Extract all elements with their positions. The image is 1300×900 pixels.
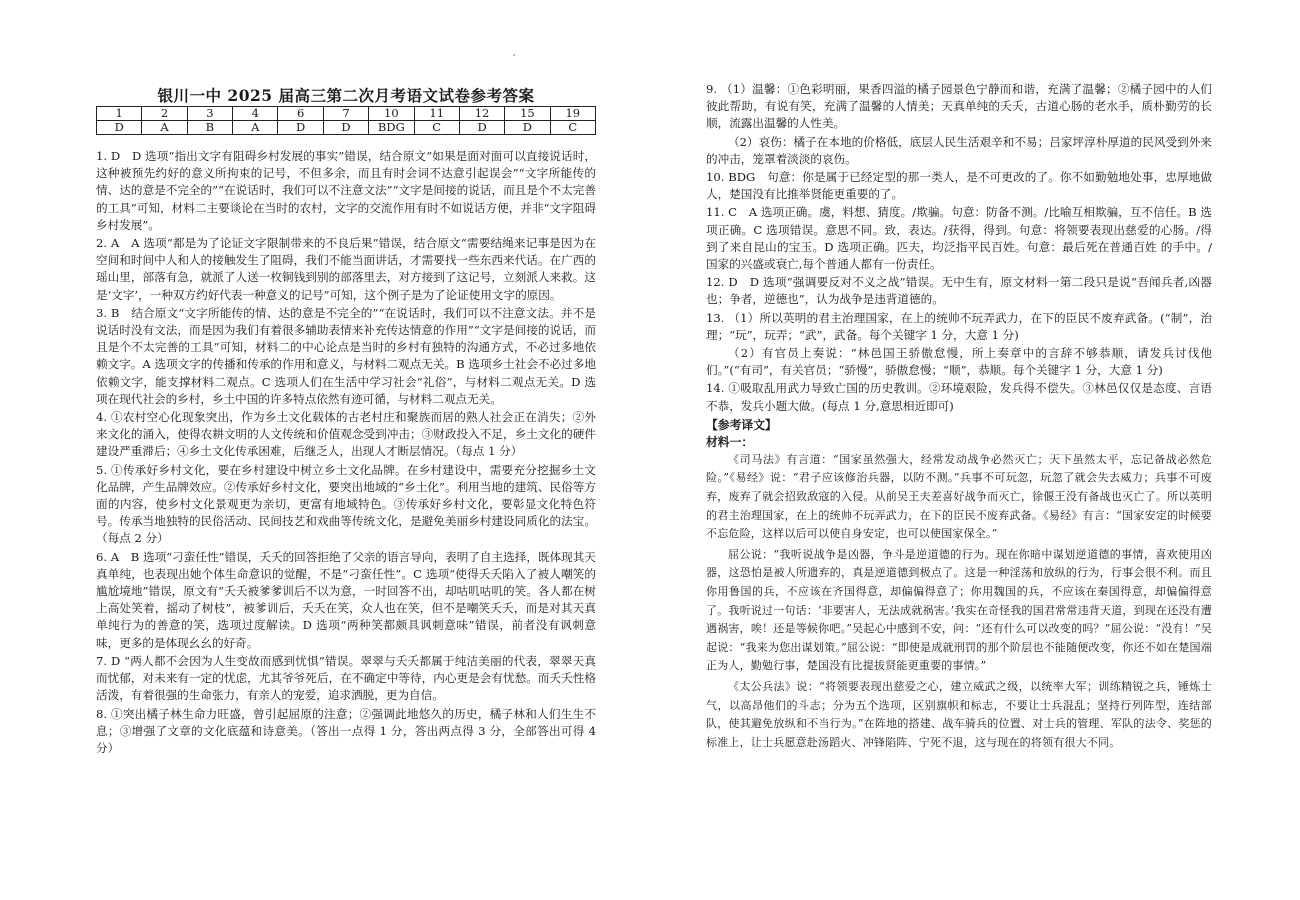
question-number-cell: 12 [459, 107, 504, 121]
left-column-answers [96, 148, 596, 758]
answer-letter-cell: BDG [369, 121, 414, 135]
answer-item-6: 6. A B 选项“刁蛮任性”错误，夭夭的回答拒绝了父亲的语言导向，表明了自主选择，既体现其天真单纯，也表现出她个体生命意识的觉醒，不是“刁蛮任性”。C 选项“使得夭夭陷入了被人嘲笑的尴尬境地”错误，原文有“夭夭被爹爹训后不以为意，一时回答不出，却咕叽咕叽的笑。各人都在树上高处笑着，摇动了树枝”，被爹训后，夭夭在笑，众人也在笑，但不是嘲笑夭夭，而是对其天真单纯行为的善意的笑，选项过度解读。D 选项“两种笑都颇具讽刺意味”错误，前者没有讽刺意味，更多的是体现幺幺的好奇。 [96, 549, 596, 650]
answer-item-12: 12. D D 选项“强调要反对不义之战”错误。无中生有，原文材料一第二段只是说“吾闻兵者,凶器也；争者，逆德也”，认为战争是违背道德的。 [706, 275, 1212, 307]
answer-letter-cell: B [187, 121, 232, 135]
answer-item-7: 7. D “两人都不会因为人生变故而感到忧惧”错误。翠翠与夭夭都属于纯洁美丽的代表，翠翠天真而忧郁，对未来有一定的忧虑，尤其爷爷死后，在不确定中等待，内心更是会有忧愁。而夭夭性格活泼，有着很强的生命张力，有亲人的宠爱，追求洒脱，更为自信。 [96, 653, 596, 703]
answer-item-1: 1. D D 选项“指出文字有阻碍乡村发展的事实”错误，结合原文“如果是面对面可以直接说话时，这种被预先约好的意义所拘束的记号，不但多余，而且有时会词不达意引起误会”“文字所能传的情、达的意是不完全的”“在说话时，我们可以不注意文法”“文字是间接的说话，而且是个不太完善的工具”可知，材料二主要谈论在当时的农村，文字的交流作用有时不如说话方便，并非“文字阻碍乡村发展”。 [96, 149, 596, 232]
question-number-cell: 3 [187, 107, 232, 121]
answer-key-table [96, 106, 596, 135]
answer-item-13-2: （2）有官员上奏说：“林邑国王骄傲怠慢，所上奏章中的言辞不够恭顺，请发兵讨伐他们。”(“有司”，有关官员；“骄慢”，骄傲怠慢；“顺”，恭顺。每个关键字 1 分，大意 1 分) [706, 346, 1212, 378]
answer-item-3: 3. B 结合原文“文字所能传的情、达的意是不完全的”“在说话时，我们可以不注意文法。并不是说话时没有文法，而是因为我们有着很多辅助表情来补充传达情意的作用”“文字是间接的说话，而且是个不太完善的工具”可知，材料二的中心论点是当时的乡村有独特的沟通方式，不必过多地依赖文字。A 选项文字的传播和传承的作用和意义，与材料二观点无关。B 选项乡土社会不必过多地依赖文字，能支撑材料二观点。C 选项人们在生活中学习社会“礼俗”，与材料二观点无关。D 选项在现代社会的乡村，乡土中国的许多特点依然有迹可循，与材料二观点无关。 [96, 305, 596, 406]
question-number-cell: 11 [414, 107, 459, 121]
question-number-row [97, 107, 596, 121]
page-title: 银川一中 2025 届高三第二次月考语文试卷参考答案 [157, 86, 535, 105]
answer-letter-cell: D [505, 121, 550, 135]
material-one-title: 材料一： [706, 434, 754, 449]
answer-letter-cell: C [550, 121, 595, 135]
answer-item-14: 14. ①吸取乱用武力导致亡国的历史教训。②环境艰险，发兵得不偿失。③林邑仅仅是态度、言语不恭，发兵小题大做。(每点 1 分,意思相近即可) [706, 381, 1212, 413]
right-column-answers [706, 81, 1212, 754]
translation-paragraph: 《太公兵法》说：“将领要表现出慈爱之心，建立威武之级，以统率大军；训练精锐之兵，锤炼士气，以高昂他们的斗志；分为五个选项，区别旗帜和标志，不要让士兵混乱；坚持行列阵型，连结部队，使其避免放纵和不当行为。”在阵地的搭建、战车骑兵的位置、对士兵的管理、军队的法令、奖惩的标准上，让士兵愿意赴汤蹈火、冲锋陷阵、宁死不退，这与现在的将领有很大不同。 [706, 679, 1212, 749]
answer-item-11: 11. C A 选项正确。虞，料想、猜度。/欺骗。句意：防备不测。/比喻互相欺骗，互不信任。B 选项正确。C 选项错误。意思不同。致，表达。/获得，得到。句意：将领要表现出慈爱的心肠。/得到了来自昆山的宝玉。D 选项正确。匹夫，均泛指平民百姓。句意：最后死在普通百姓 的手中。/国家的兴盛或衰亡,每个普通人都有一份责任。 [706, 205, 1212, 272]
answer-letter-cell: D [97, 121, 142, 135]
answer-letter-cell: D [459, 121, 504, 135]
question-number-cell: 2 [142, 107, 187, 121]
question-number-cell: 1 [97, 107, 142, 121]
answer-letter-cell: D [278, 121, 323, 135]
answer-letter-row [97, 121, 596, 135]
answer-item-10: 10. BDG 句意：你是属于已经定型的那一类人，是不可更改的了。你不如勤勉地处事，忠厚地做人，楚国没有比推举贤能更重要的了。 [706, 170, 1212, 202]
question-number-cell: 10 [369, 107, 414, 121]
answer-item-4: 4. ①农村空心化现象突出，作为乡土文化载体的古老村庄和聚族而居的熟人社会正在消失；②外来文化的涌入，使得农耕文明的人文传统和价值观念受到冲击；③财政投入不足，乡土文化的硬件建设严重滞后；④乡土文化传承困难，后继乏人，出现人才断层情况。（每点 1 分） [96, 410, 596, 459]
answer-letter-cell: D [323, 121, 368, 135]
answer-item-8: 8. ①突出橘子林生命力旺盛，曾引起屈原的注意；②强调此地悠久的历史，橘子林和人们生生不息；③增强了文章的文化底蕴和诗意美。（答出一点得 1 分，答出两点得 3 分，全部答出可得 4 分） [96, 706, 596, 755]
question-number-cell: 6 [278, 107, 323, 121]
answer-item-2: 2. A A 选项“都是为了论证文字限制带来的不良后果”错误，结合原文“需要结绳来记事是因为在空间和时间中人和人的接触发生了阻碍，我们不能当面讲话，才需要找一些东西来代话。在广西的瑶山里，部落有急，就派了人送一枚铜钱到别的部落里去，对方接到了这记号，立刻派人来救。这是‘文字’，一种双方约好代表一种意义的记号”可知，这个例子是为了论证使用文字的原因。 [96, 236, 596, 302]
answer-letter-cell: A [142, 121, 187, 135]
answer-letter-cell: C [414, 121, 459, 135]
translation-paragraph: 屈公说：“我听说战争是凶器，争斗是逆道德的行为。现在你暗中谋划逆道德的事情，喜欢使用凶器，这恐怕是被人所遗弃的，真是逆道德到极点了。这是一种淫荡和放纵的行为，行事会很不利。而且你用鲁国的兵，不应该在齐国得意，却偏偏得意了；你用魏国的兵，不应该在秦国得意，却偏偏得意了。我听说过一句话：‘非要害人，无法成就祸害。’我实在奇怪我的国君常常违背天道，到现在还没有遭遇祸害，唉！还是等候你吧。”吴起心中感到不安，问：“还有什么可以改变的吗？”屈公说：“没有！”吴起说：“我来为您出谋划策。”屈公说：“即使是成就刑罚的那个阶层也不能随便改变，你还不如在楚国端正为人，勤勉行事，楚国没有比提拔贤能更重要的事情。” [706, 547, 1212, 673]
answer-item-9-2: （2）哀伤：橘子在本地的价格低，底层人民生活艰辛和不易；吕家坪淳朴厚道的民风受到外来的冲击，笼罩着淡淡的哀伤。 [706, 134, 1212, 166]
translation-section-title: 【参考译文】 [706, 417, 777, 432]
answer-item-13-1: 13. （1）所以英明的君主治理国家，在上的统帅不玩弄武力，在下的臣民不废弃武备。(“制”，治理；“玩”，玩弄；“武”，武备。每个关键字 1 分，大意 1 分) [706, 310, 1212, 342]
question-number-cell: 15 [505, 107, 550, 121]
question-number-cell: 19 [550, 107, 595, 121]
answer-item-5: 5. ①传承好乡村文化，要在乡村建设中树立乡土文化品牌。在乡村建设中，需要充分挖掘乡土文化品牌，产生品牌效应。②传承好乡村文化，要突出地域的“乡土化”。利用当地的建筑、民俗等方面的内容，使乡村文化景观更为亲切，更富有地域特色。③传承好乡村文化，要彰显文化特色符号。传承当地独特的民俗活动、民间技艺和戏曲等传统文化，是避免美丽乡村建设同质化的法宝。（每点 2 分） [96, 462, 596, 546]
scan-speck [513, 54, 515, 56]
answer-item-9-1: 9. （1）温馨：①色彩明丽，果香四溢的橘子园景色宁静而和谐，充满了温馨；②橘子园中的人们彼此帮助，有说有笑，充满了温馨的人情美；天真单纯的夭夭，古道心肠的老水手，质朴勤劳的长顺，流露出温馨的人性美。 [706, 82, 1212, 131]
translation-paragraph: 《司马法》有言道：“国家虽然强大，经常发动战争必然灭亡；天下虽然太平，忘记备战必然危险。”《易经》说：“君子应该修治兵器，以防不测。”兵事不可玩忽，玩忽了就会失去威力；兵事不可废弃，废弃了就会招致敌寇的入侵。从前吴王夫差喜好战争而灭亡，徐偃王没有备战也灭亡了。所以英明的君主治理国家，在上的统帅不玩弄武力，在下的臣民不废弃武备。《易经》有言：“国家安定的时候要不忘危险，这样以后可以使自身安定，也可以使国家保全。” [706, 452, 1212, 541]
question-number-cell: 4 [233, 107, 278, 121]
answer-letter-cell: A [233, 121, 278, 135]
question-number-cell: 7 [323, 107, 368, 121]
